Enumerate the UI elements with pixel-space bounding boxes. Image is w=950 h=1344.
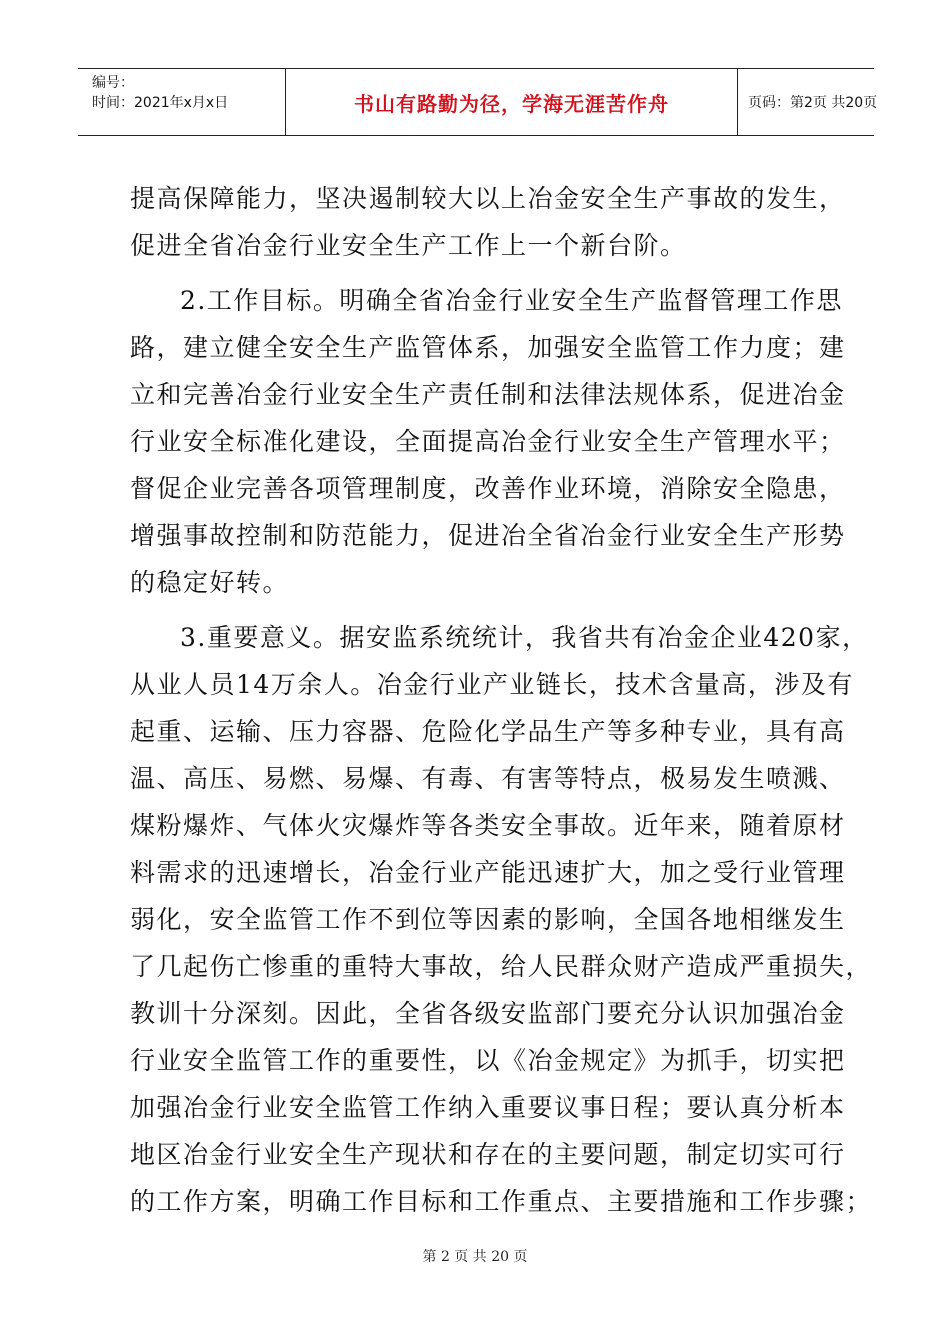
header-page-cell — [738, 69, 878, 135]
body-line: 2.工作目标。明确全省冶金行业安全生产监督管理工作思 — [180, 286, 843, 315]
body-line: 路，建立健全安全生产监管体系，加强安全监管工作力度；建 — [130, 333, 846, 362]
body-line: 料需求的迅速增长，冶金行业产能迅速扩大，加之受行业管理 — [130, 858, 846, 887]
page-footer: 第 2 页 共 20 页 — [422, 1249, 528, 1265]
number-label: 编号： — [92, 75, 134, 91]
time-label: 时间：2021年x月x日 — [92, 95, 229, 111]
header-meta — [78, 69, 286, 135]
body-line: 弱化，安全监管工作不到位等因素的影响，全国各地相继发生 — [130, 905, 846, 934]
header-motto-cell — [286, 69, 738, 135]
body-line: 地区冶金行业安全生产现状和存在的主要问题，制定切实可行 — [130, 1140, 846, 1169]
body-line: 温、高压、易燃、易爆、有毒、有害等特点，极易发生喷溅、 — [130, 764, 846, 793]
page-label: 页码：第2页 共20页 — [748, 95, 878, 111]
body-line: 提高保障能力，坚决遏制较大以上冶金安全生产事故的发生， — [130, 184, 846, 213]
body-line: 从业人员14万余人。冶金行业产业链长，技术含量高，涉及有 — [130, 670, 854, 699]
body-line: 的工作方案，明确工作目标和工作重点、主要措施和工作步骤； — [130, 1187, 873, 1216]
body-line: 起重、运输、压力容器、危险化学品生产等多种专业，具有高 — [130, 717, 846, 746]
body-line: 促进全省冶金行业安全生产工作上一个新台阶。 — [130, 231, 687, 260]
body-line: 煤粉爆炸、气体火灾爆炸等各类安全事故。近年来，随着原材 — [130, 811, 846, 840]
body-line: 教训十分深刻。因此，全省各级安监部门要充分认识加强冶金 — [130, 999, 846, 1028]
body-line: 加强冶金行业安全监管工作纳入重要议事日程；要认真分析本 — [130, 1093, 846, 1122]
motto-text: 书山有路勤为径，学海无涯苦作舟 — [354, 91, 669, 116]
body-line: 行业安全监管工作的重要性，以《冶金规定》为抓手，切实把 — [130, 1046, 846, 1075]
body-line: 立和完善冶金行业安全生产责任制和法律法规体系，促进冶金 — [130, 380, 846, 409]
body-line: 行业安全标准化建设，全面提高冶金行业安全生产管理水平； — [130, 427, 846, 456]
body-line: 3.重要意义。据安监系统统计，我省共有冶金企业420家， — [180, 623, 869, 652]
body-line: 督促企业完善各项管理制度，改善作业环境，消除安全隐患， — [130, 474, 846, 503]
body-line: 了几起伤亡惨重的重特大事故，给人民群众财产造成严重损失， — [130, 952, 873, 981]
document-body — [130, 175, 873, 1225]
body-line: 的稳定好转。 — [130, 568, 290, 597]
page-header — [78, 68, 878, 136]
body-line: 增强事故控制和防范能力，促进冶全省冶金行业安全生产形势 — [130, 521, 846, 550]
